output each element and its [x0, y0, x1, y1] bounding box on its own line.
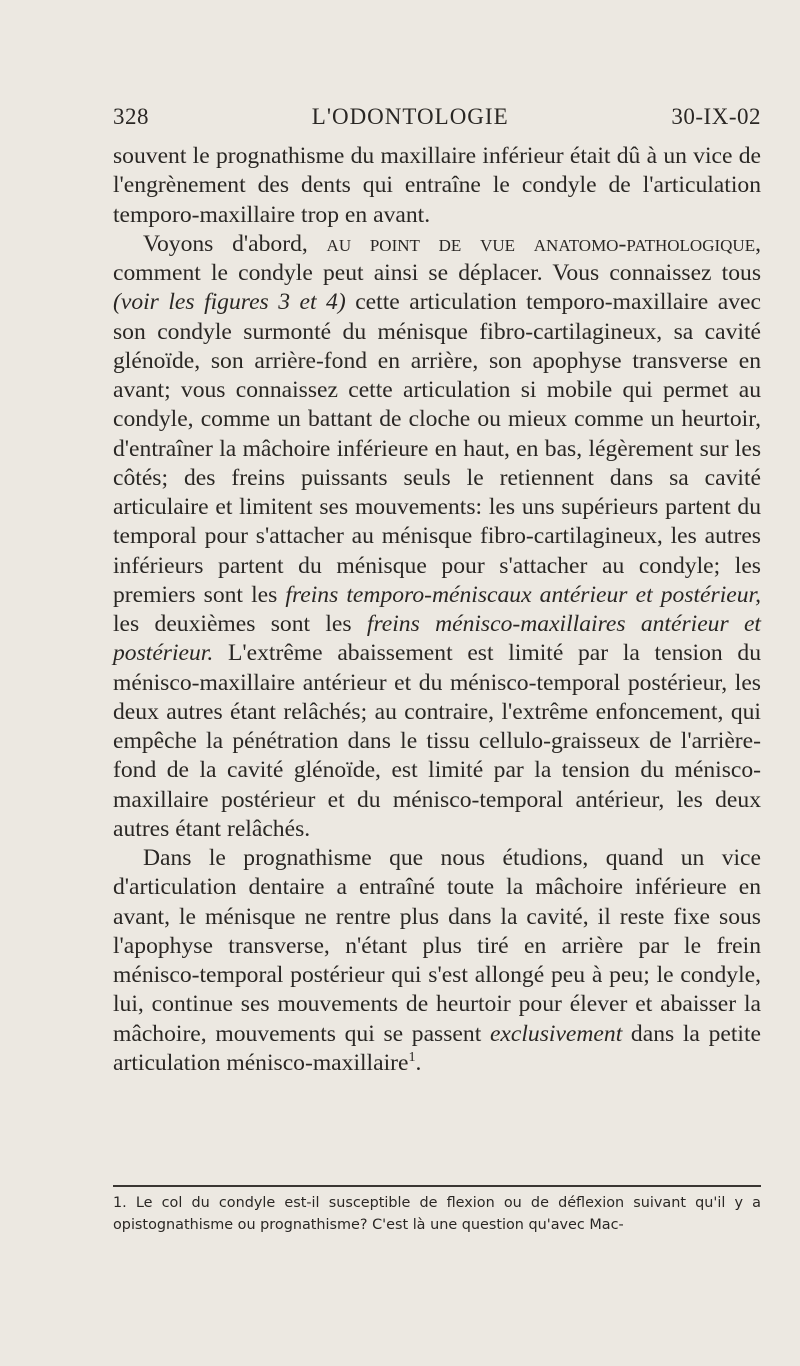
footnote-marker: 1 — [408, 1048, 416, 1065]
p2-smallcaps-heading: au point de vue anatomo-pathologique — [326, 230, 756, 257]
running-header — [113, 104, 761, 130]
p3-text-a: Dans le prognathisme que nous étudions, quand un vice d'articulation dentaire a entraîné toute la mâchoire inférieure en avant, le ménisque ne rentre plus dans la cavité, il reste fixe sous l'apophyse transverse, n'étant plus tiré en arrière par le frein ménisco-temporal postérieur qui s'est allongé peu à peu; le condyle, lui, continue ses mouvements de heurtoir pour élever et abaisser la mâchoire, mouvements qui se passent — [113, 845, 761, 1047]
p3-text-c: dans la petite articulation ménisco-maxillaire — [113, 1020, 761, 1076]
p3-text-e: . — [415, 1049, 422, 1076]
paragraph-2 — [113, 230, 761, 844]
issue-date: 30-IX-02 — [671, 104, 761, 129]
paragraph-3 — [113, 844, 761, 1078]
page-number: 328 — [113, 104, 149, 129]
p2-italic-term-1: freins temporo-méniscaux antérieur et postérieur, — [285, 581, 761, 608]
p2-text-i: L'extrême abaissement est limité par la tension du ménisco-maxillaire antérieur et du ménisco-temporal postérieur, les deux autres étant relâchés; au contraire, l'extrême enfoncement, qui empêche la pénétration dans le tissu cellulo-graisseux de l'arrière-fond de la cavité glénoïde, est limité par la tension du ménisco-maxillaire postérieur et du ménisco-temporal antérieur, les deux autres étant relâchés. — [113, 640, 761, 842]
journal-title: L'ODONTOLOGIE — [311, 104, 509, 129]
p2-text-c: , comment le condyle peut ainsi se déplacer. Vous connaissez tous — [113, 230, 761, 286]
p3-italic-word: exclusivement — [489, 1020, 623, 1047]
body-text — [113, 142, 761, 1078]
p2-italic-term-2: freins ménisco-maxillaires antérieur et postérieur. — [113, 611, 761, 667]
footnote-divider — [113, 1185, 761, 1187]
p2-text-a: Voyons d'abord, — [143, 230, 327, 257]
paragraph-1: souvent le prognathisme du maxillaire inférieur était dû à un vice de l'engrènement des dents qui entraîne le condyle de l'articulation temporo-maxillaire trop en avant. — [113, 143, 761, 228]
footnote: 1. Le col du condyle est-il susceptible de flexion ou de déflexion suivant qu'il y a opistognathisme ou prognathisme? C'est là une question qu'avec Mac- — [113, 1195, 761, 1233]
p2-text-e: cette articulation temporo-maxillaire avec son condyle surmonté du ménisque fibro-cartilagineux, sa cavité glénoïde, son arrière-fond en arrière, son apophyse transverse en avant; vous connaissez cette articulation si mobile qui permet au condyle, comme un battant de cloche ou mieux comme un heurtoir, d'entraîner la mâchoire inférieure en haut, en bas, légèrement sur les côtés; des freins puissants seuls le retiennent dans sa cavité articulaire et limitent ses mouvements: les uns supérieurs partent du temporal pour s'attacher au ménisque fibro-cartilagineux, les autres inférieurs partent du ménisque pour s'attacher au condyle; les premiers sont les — [113, 289, 761, 608]
p2-figure-reference: (voir les figures 3 et 4) — [113, 289, 346, 316]
p2-text-g: les deuxièmes sont les — [113, 611, 367, 637]
